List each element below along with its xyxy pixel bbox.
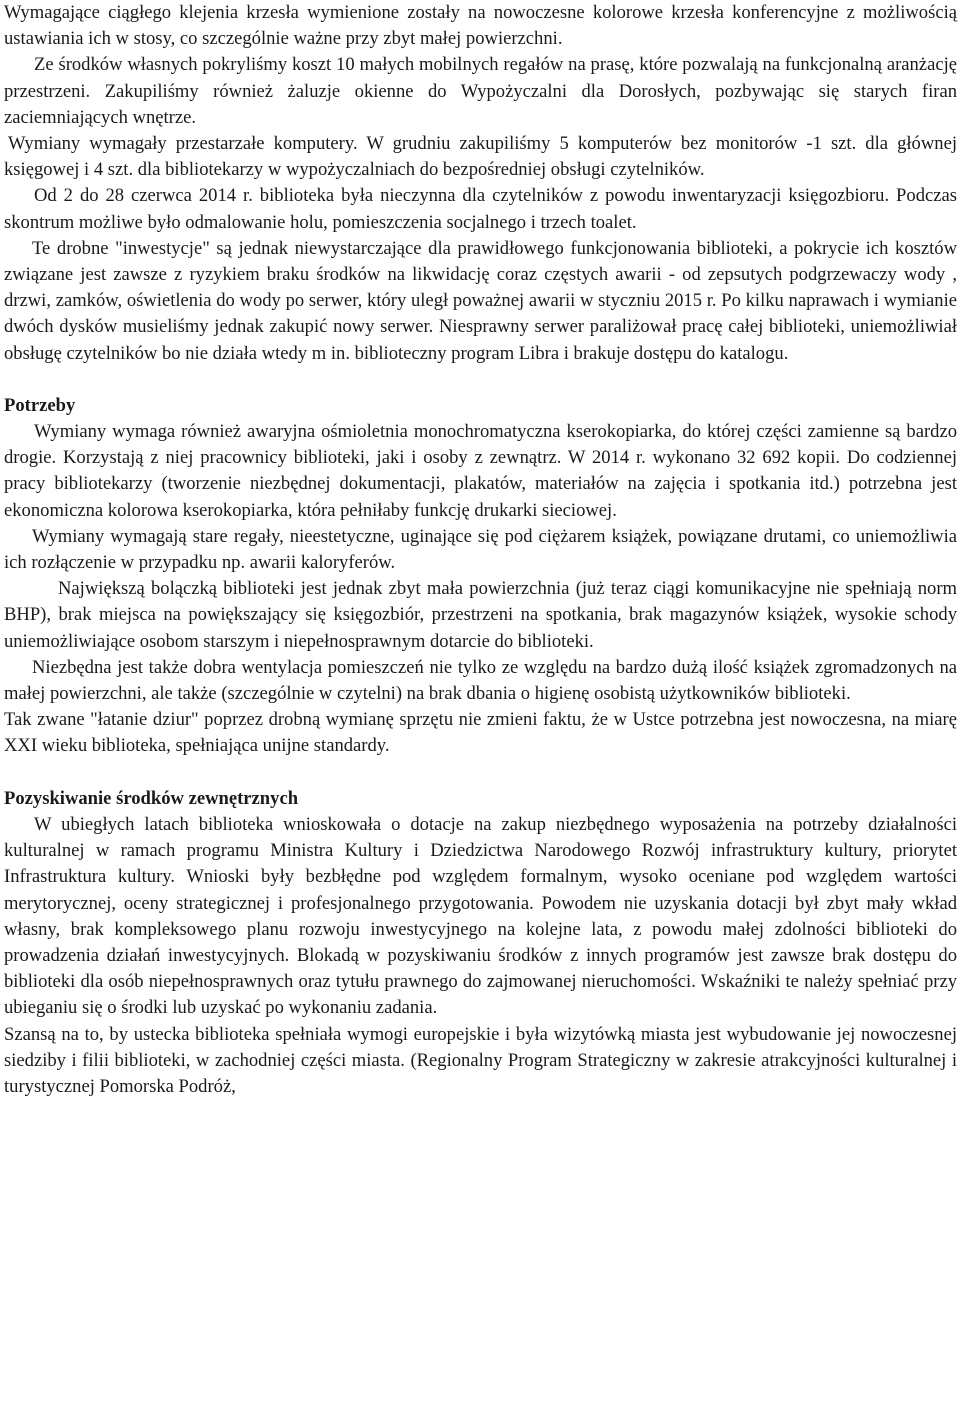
- paragraph-new-building: Szansą na to, by ustecka biblioteka spełniała wymogi europejskie i była wizytówką miasta jest wybudowanie jej nowoczesnej siedziby i filii biblioteki, w zachodniej części miasta. (Regionalny Program Strategiczny w zakresie atrakcyjności kulturalnej i turystycznej Pomorska Podróż,: [4, 1023, 957, 1097]
- paragraph-old-shelves: Wymiany wymagają stare regały, nieestetyczne, uginające się pod ciężarem książek, powiązane drutami, co uniemożliwia ich rozłączenie w przypadku np. awarii kaloryferów.: [4, 525, 957, 574]
- paragraph-grants: W ubiegłych latach biblioteka wnioskowała o dotacje na zakup niezbędnego wyposażenia na potrzeby działalności kulturalnej w ramach programu Ministra Kultury i Dziedzictwa Narodowego Rozwój infrastruktury kultury, priorytet Infrastruktura kultury. Wnioski były bezbłędne pod względem formalnym, wysoko oceniane pod względem wartości merytorycznej, oceny strategicznej i profesjonalnego przygotowania. Powodem nie uzyskania dotacji był zbyt mały wkład własny, brak kompleksowego planu rozwoju inwestycyjnego na kolejne lata, z powodu małej zdolności biblioteki do prowadzenia działań inwestycyjnych. Blokadą w pozyskiwaniu środków z innych programów jest zawsze brak dostępu do biblioteki dla osób niepełnosprawnych oraz tytułu prawnego do zajmowanej nieruchomości. Wskaźniki te należy spełniać przy ubieganiu się o środki lub uzyskać po wykonaniu zadania.: [4, 813, 957, 1019]
- paragraph-shelves: Ze środków własnych pokryliśmy koszt 10 małych mobilnych regałów na prasę, które pozwalają na funkcjonalną aranżację przestrzeni. Zakupiliśmy również żaluzje okienne do Wypożyczalni dla Dorosłych, pozbywając się starych firan zaciemniających wnętrze.: [4, 54, 957, 128]
- paragraph-patching: Tak zwane "łatanie dziur" poprzez drobną wymianę sprzętu nie zmieni faktu, że w Ustce potrzebna jest nowoczesna, na miarę XXI wieku biblioteka, spełniająca unijne standardy.: [4, 709, 957, 757]
- document-page: [4, 0, 957, 1100]
- paragraph-chairs: Wymagające ciągłego klejenia krzesła wymienione zostały na nowoczesne kolorowe krzesła konferencyjne z możliwością ustawiania ich w stosy, co szczególnie ważne przy zbyt małej powierzchni.: [4, 2, 957, 50]
- heading-funding: Pozyskiwanie środków zewnętrznych: [4, 787, 299, 809]
- paragraph-inventory: Od 2 do 28 czerwca 2014 r. biblioteka była nieczynna dla czytelników z powodu inwentaryzacji księgozbioru. Podczas skontrum możliwe było odmalowanie holu, pomieszczenia socjalnego i trzech toalet.: [4, 185, 957, 233]
- heading-needs: Potrzeby: [4, 394, 76, 416]
- paragraph-computers: Wymiany wymagały przestarzałe komputery. W grudniu zakupiliśmy 5 komputerów bez monitorów -1 szt. dla głównej księgowej i 4 szt. dla bibliotekarzy w wypożyczalniach do bezpośredniej obsługi czytelników.: [4, 133, 957, 181]
- paragraph-ventilation: Niezbędna jest także dobra wentylacja pomieszczeń nie tylko ze względu na bardzo dużą ilość książek zgromadzonych na małej powierzchni, ale także (szczególnie w czytelni) na brak dbania o higienę osobistą użytkowników biblioteki.: [4, 656, 957, 705]
- paragraph-space: Największą bolączką biblioteki jest jednak zbyt mała powierzchnia (już teraz ciągi komunikacyjne nie spełniają norm BHP), brak miejsca na powiększający się księgozbiór, przestrzeni na spotkania, brak magazynów książek, wysokie schody uniemożliwiające osobom starszym i niepełnosprawnym dotarcie do biblioteki.: [4, 578, 957, 652]
- paragraph-copier: Wymiany wymaga również awaryjna ośmioletnia monochromatyczna kserokopiarka, do której części zamienne są bardzo drogie. Korzystają z niej pracownicy biblioteki, jaki i osoby z zewnątrz. W 2014 r. wykonano 32 692 kopii. Do codziennej pracy bibliotekarzy (tworzenie niezbędnej dokumentacji, plakatów, materiałów na zajęcia i spotkania itd.) potrzebna jest ekonomiczna kolorowa kserokopiarka, która pełniłaby funkcję drukarki sieciowej.: [4, 421, 957, 521]
- paragraph-investments: Te drobne "inwestycje" są jednak niewystarczające dla prawidłowego funkcjonowania biblioteki, a pokrycie ich kosztów związane jest zawsze z ryzykiem braku środków na likwidację coraz częstych awarii - od zepsutych podgrzewaczy wody , drzwi, zamków, oświetlenia do wody po serwer, który uległ poważnej awarii w styczniu 2015 r. Po kilku naprawach i wymianie dwóch dysków musieliśmy jednak zakupić nowy serwer. Niesprawny serwer paraliżował pracę całej biblioteki, uniemożliwiał obsługę czytelników bo nie działa wtedy m in. biblioteczny program Libra i brakuje dostępu do katalogu.: [4, 237, 957, 364]
